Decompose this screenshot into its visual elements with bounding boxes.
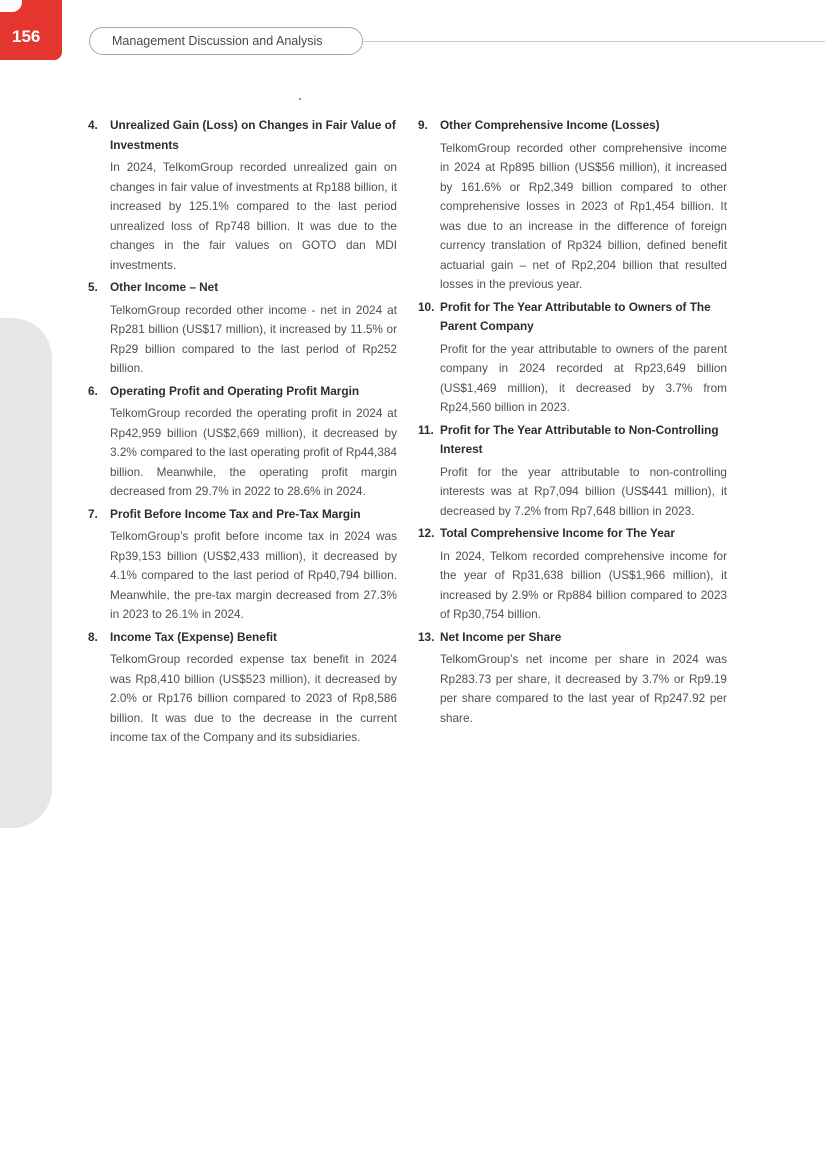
list-item — [88, 116, 397, 275]
item-number: 8. — [88, 629, 98, 644]
list-item — [88, 505, 397, 625]
left-column — [88, 116, 397, 751]
list-item — [88, 382, 397, 502]
item-body: TelkomGroup’s net income per share in 2024 was Rp283.73 per share, it decreased by 3.7% or Rp9.19 per share compared to the last year of Rp247.92 per share. — [440, 652, 727, 725]
header-divider — [360, 41, 825, 42]
item-number: 10. — [418, 299, 435, 314]
item-title: Profit for The Year Attributable to Owners of The Parent Company — [440, 299, 711, 333]
item-number: 13. — [418, 629, 435, 644]
list-item — [418, 116, 727, 295]
item-body: Profit for the year attributable to owners of the parent company in 2024 recorded at Rp23,649 billion (US$1,469 million), it decreased by 3.7% from Rp24,560 billion in 2023. — [440, 341, 727, 414]
item-title: Operating Profit and Operating Profit Margin — [110, 383, 360, 398]
item-number: 11. — [418, 422, 434, 437]
item-title: Unrealized Gain (Loss) on Changes in Fair Value of Investments — [110, 118, 396, 152]
item-body: TelkomGroup recorded expense tax benefit in 2024 was Rp8,410 billion (US$523 million), it decreased by 2.0% or Rp176 billion compared to 2023 of Rp8,586 billion. It was due to the decrease in the current income tax of the Company and its subsidiaries. — [110, 652, 397, 744]
list-item — [88, 628, 397, 748]
item-number: 12. — [418, 526, 435, 540]
list-item — [418, 628, 727, 729]
item-body: In 2024, Telkom recorded comprehensive income for the year of Rp31,638 billion (US$1,966 million), it increased by 2.9% or Rp884 billion compared to 2023 of Rp30,754 billion. — [440, 548, 727, 621]
decorative-side-shape — [0, 318, 52, 828]
item-title: Other Income – Net — [110, 280, 219, 294]
list-item — [418, 298, 727, 418]
item-title: Income Tax (Expense) Benefit — [110, 629, 277, 644]
item-body: In 2024, TelkomGroup recorded unrealized gain on changes in fair value of investments at Rp188 billion, it increased by 125.1% compared to the last period unrealized loss of Rp748 billion. It was due to the changes in the fair values on GOTO dan MDI investments. — [110, 160, 397, 272]
item-title: Profit for The Year Attributable to Non-Controlling Interest — [440, 422, 719, 456]
item-body: TelkomGroup recorded other income - net in 2024 at Rp281 billion (US$17 million), it increased by 11.5% or Rp29 billion compared to the last period of Rp252 billion. — [110, 302, 397, 375]
list-item — [418, 524, 727, 625]
item-title: Profit Before Income Tax and Pre-Tax Margin — [110, 506, 361, 521]
item-title: Total Comprehensive Income for The Year — [440, 526, 675, 540]
item-title: Other Comprehensive Income (Losses) — [440, 118, 660, 132]
decorative-dot — [299, 98, 301, 100]
right-column — [418, 116, 727, 731]
item-body: TelkomGroup’s profit before income tax in 2024 was Rp39,153 billion (US$2,433 million), it decreased by 4.1% compared to the last period of Rp40,794 billion. Meanwhile, the pre-tax margin decreased from 27.3% in 2023 to 26.1% in 2024. — [110, 529, 397, 621]
item-number: 6. — [88, 383, 98, 398]
item-number: 9. — [418, 118, 428, 132]
item-body: TelkomGroup recorded the operating profit in 2024 at Rp42,959 billion (US$2,669 million), it decreased by 3.2% compared to the last operating profit of Rp44,384 billion. Meanwhile, the operating profit margin decreased from 29.7% in 2022 to 28.6% in 2024. — [110, 406, 397, 498]
item-title: Net Income per Share — [440, 629, 562, 644]
list-item — [418, 421, 727, 522]
item-number: 5. — [88, 280, 98, 294]
page-number: 156 — [12, 27, 41, 46]
list-item — [88, 278, 397, 379]
item-number: 4. — [88, 118, 98, 132]
item-number: 7. — [88, 506, 98, 521]
item-body: Profit for the year attributable to non-controlling interests was at Rp7,094 billion (US$441 million), it decreased by 7.2% from Rp7,648 billion in 2023. — [440, 464, 727, 518]
section-title: Management Discussion and Analysis — [89, 27, 363, 55]
item-body: TelkomGroup recorded other comprehensive income in 2024 at Rp895 billion (US$56 million), it increased by 161.6% or Rp2,349 billion compared to other comprehensive losses in 2023 of Rp1,454 billion. It was due to an increase in the difference of foreign currency translation of Rp324 billion, defined benefit actuarial gain – net of Rp2,204 billion that resulted losses in the previous year. — [440, 140, 727, 291]
